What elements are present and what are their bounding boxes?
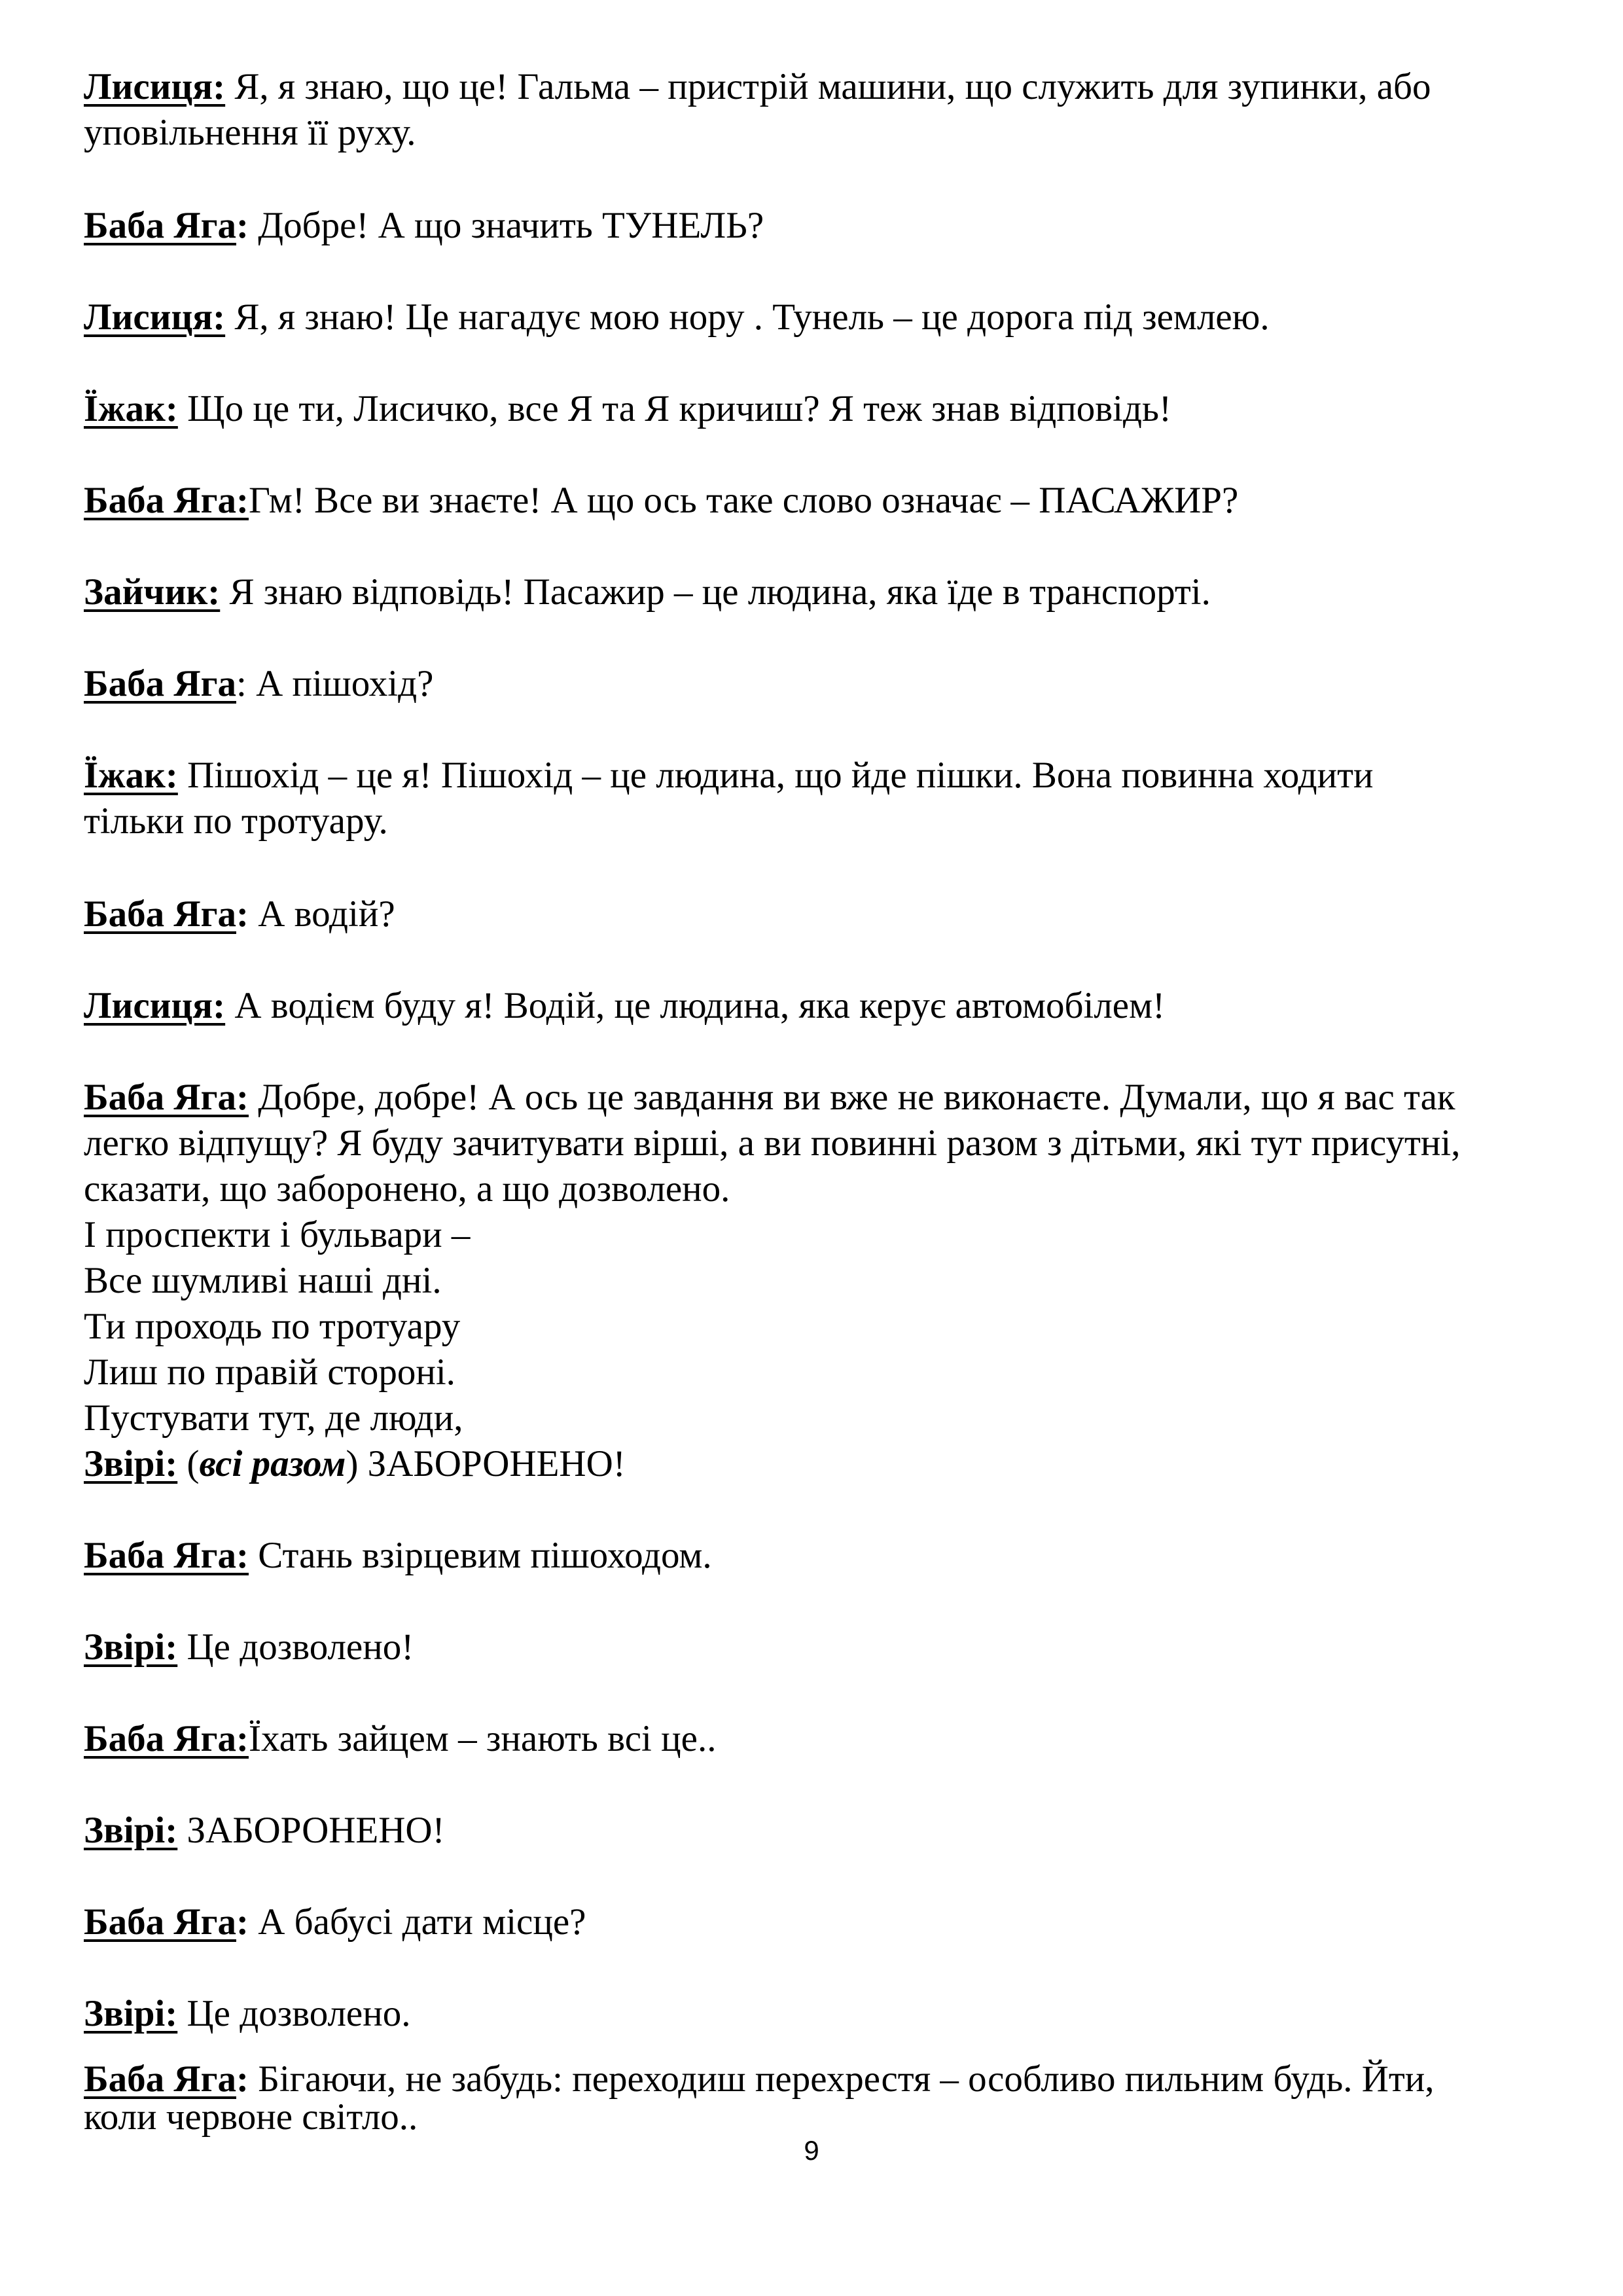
speaker-colon: : xyxy=(236,893,249,935)
dialogue-line xyxy=(84,203,764,249)
dialogue-line xyxy=(84,295,1270,340)
dialogue-line xyxy=(84,110,416,156)
poem-line xyxy=(84,1258,442,1304)
dialogue-line xyxy=(84,386,1171,432)
speaker-label: Лисиця: xyxy=(84,985,226,1026)
speaker-label: Баба Яга: xyxy=(84,1535,249,1576)
speaker-label: Баба Яга: xyxy=(84,480,249,521)
dialogue-text: А водієм буду я! Водій, це людина, яка керує автомобілем! xyxy=(225,985,1166,1026)
dialogue-text: А водій? xyxy=(248,893,395,935)
poem-text: І проспекти і бульвари – xyxy=(84,1214,471,1255)
speaker-label: Звірі: xyxy=(84,1443,178,1484)
dialogue-line xyxy=(84,1121,1461,1166)
dialogue-text: легко відпущу? Я буду зачитувати вірші, а ви повинні разом з дітьми, які тут присутні, xyxy=(84,1122,1461,1164)
poem-line xyxy=(84,1395,463,1441)
speaker-colon: : xyxy=(236,1901,249,1943)
dialogue-line xyxy=(84,753,1374,798)
speaker-label: Звірі: xyxy=(84,1993,178,2034)
dialogue-line xyxy=(84,1624,414,1670)
dialogue-line xyxy=(84,661,433,707)
dialogue-line xyxy=(84,569,1211,615)
dialogue-line xyxy=(84,891,395,937)
dialogue-text: Що це ти, Лисичко, все Я та Я кричиш? Я теж знав відповідь! xyxy=(177,388,1171,429)
speaker-label: Звірі: xyxy=(84,1626,178,1668)
dialogue-text: тільки по тротуару. xyxy=(84,800,388,842)
dialogue-line xyxy=(84,1441,626,1487)
dialogue-line xyxy=(84,64,1431,110)
speaker-label: Баба Яга xyxy=(84,893,236,935)
poem-text: Пустувати тут, де люди, xyxy=(84,1397,463,1439)
dialogue-text: Бігаючи, не забудь: переходиш перехрестя – особливо пильним будь. Йти, xyxy=(248,2058,1435,2100)
stage-direction: всі разом xyxy=(199,1443,346,1484)
dialogue-line xyxy=(84,1533,712,1579)
speaker-label: Лисиця: xyxy=(84,66,226,107)
dialogue-line xyxy=(84,1716,716,1762)
dialogue-line xyxy=(84,478,1238,524)
poem-line xyxy=(84,1350,455,1395)
speaker-label: Баба Яга: xyxy=(84,1718,249,1759)
speaker-label: Їжак: xyxy=(84,388,178,429)
dialogue-text: Я, я знаю, що це! Гальма – пристрій машини, що служить для зупинки, або xyxy=(225,66,1431,107)
speaker-label: Баба Яга: xyxy=(84,1077,249,1118)
poem-line xyxy=(84,1304,460,1350)
poem-text: Все шумливі наші дні. xyxy=(84,1260,442,1301)
speaker-label: Баба Яга xyxy=(84,1901,236,1943)
speaker-label: Баба Яга xyxy=(84,2058,236,2100)
dialogue-text: Я, я знаю! Це нагадує мою нору . Тунель – це дорога під землею. xyxy=(225,296,1270,338)
dialogue-text: ) ЗАБОРОНЕНО! xyxy=(346,1443,626,1484)
speaker-label: Їжак: xyxy=(84,755,178,796)
dialogue-line xyxy=(84,2094,418,2140)
dialogue-text: ЗАБОРОНЕНО! xyxy=(177,1810,445,1851)
poem-text: Лиш по правій стороні. xyxy=(84,1352,455,1393)
page-number: 9 xyxy=(804,2135,819,2166)
dialogue-text: Гм! Все ви знаєте! А що ось таке слово означає – ПАСАЖИР? xyxy=(248,480,1239,521)
dialogue-text: Добре! А що значить ТУНЕЛЬ? xyxy=(248,205,764,246)
speaker-label: Баба Яга xyxy=(84,205,236,246)
dialogue-text: Пішохід – це я! Пішохід – це людина, що йде пішки. Вона повинна ходити xyxy=(177,755,1374,796)
dialogue-text: Добре, добре! А ось це завдання ви вже не виконаєте. Думали, що я вас так xyxy=(248,1077,1455,1118)
speaker-colon: : xyxy=(236,663,247,704)
speaker-label: Баба Яга xyxy=(84,663,236,704)
poem-text: Ти проходь по тротуару xyxy=(84,1306,461,1347)
speaker-label: Зайчик: xyxy=(84,571,221,613)
poem-line xyxy=(84,1212,470,1258)
speaker-label: Звірі: xyxy=(84,1810,178,1851)
dialogue-line xyxy=(84,1166,730,1212)
speaker-colon: : xyxy=(236,205,249,246)
dialogue-text: уповільнення її руху. xyxy=(84,112,416,153)
dialogue-text: Стань взірцевим пішоходом. xyxy=(248,1535,712,1576)
dialogue-line xyxy=(84,1899,586,1945)
dialogue-text: А бабусі дати місце? xyxy=(248,1901,586,1943)
dialogue-text: Їхать зайцем – знають всі це.. xyxy=(248,1718,717,1759)
dialogue-text: Я знаю відповідь! Пасажир – це людина, яка їде в транспорті. xyxy=(220,571,1211,613)
dialogue-text: ( xyxy=(177,1443,200,1484)
dialogue-text: Це дозволено. xyxy=(177,1993,411,2034)
dialogue-line xyxy=(84,798,388,844)
dialogue-text: Це дозволено! xyxy=(177,1626,414,1668)
speaker-label: Лисиця: xyxy=(84,296,226,338)
dialogue-line xyxy=(84,1075,1455,1121)
dialogue-text: А пішохід? xyxy=(246,663,434,704)
dialogue-text: сказати, що заборонено, а що дозволено. xyxy=(84,1168,730,1210)
speaker-colon: : xyxy=(236,2058,249,2100)
dialogue-line xyxy=(84,983,1165,1029)
dialogue-text: коли червоне світло.. xyxy=(84,2096,418,2138)
dialogue-line xyxy=(84,1808,445,1854)
dialogue-line xyxy=(84,1991,410,2037)
